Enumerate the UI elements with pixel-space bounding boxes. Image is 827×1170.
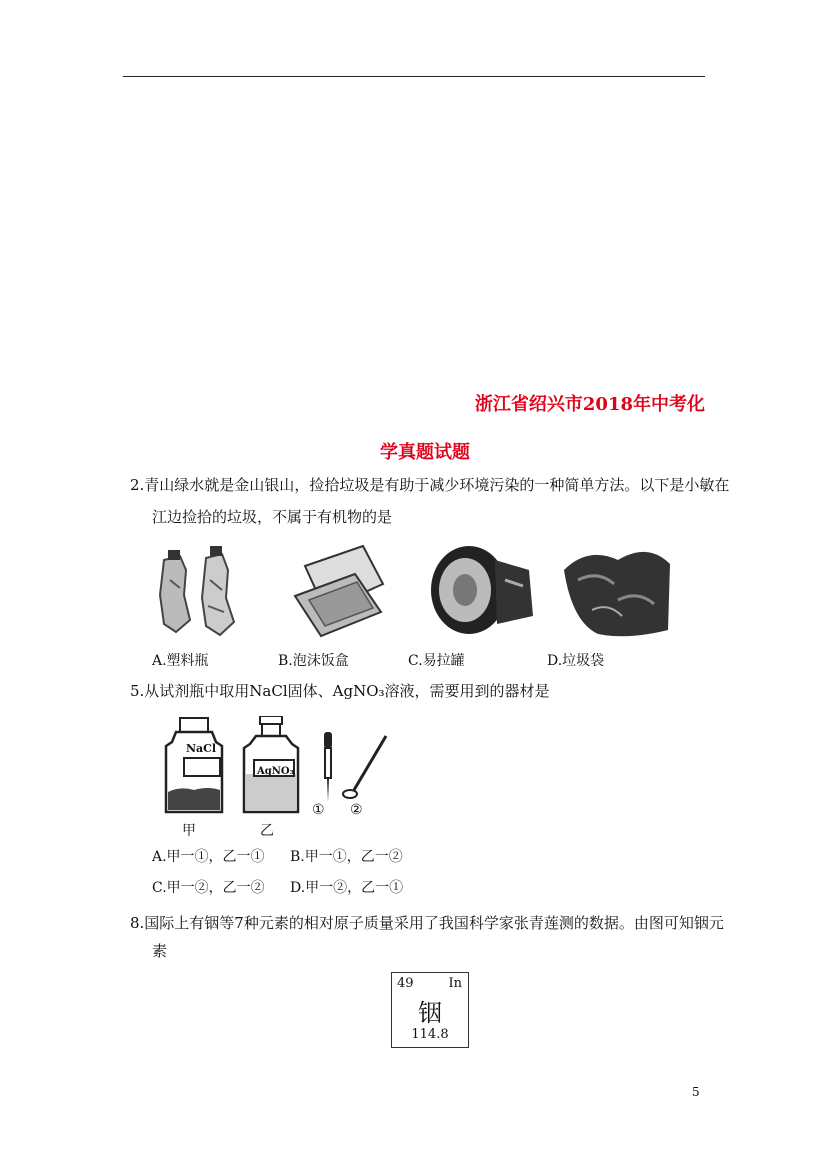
q2-option-d: D.垃圾袋 bbox=[547, 653, 605, 669]
bottle-yi-caption: 乙 bbox=[260, 823, 274, 839]
page-title: 浙江省绍兴市2018年中考化 bbox=[474, 394, 705, 415]
q2-option-c: C.易拉罐 bbox=[408, 653, 465, 669]
plastic-bottles-image bbox=[150, 540, 268, 640]
foam-box-image bbox=[285, 540, 403, 640]
q5-option-a: A.甲一①，乙一① bbox=[152, 849, 265, 865]
q5-stem: 5.从试剂瓶中取用NaCl固体、AgNO₃溶液，需要用到的器材是 bbox=[130, 682, 550, 700]
nacl-label: NaCl bbox=[186, 742, 217, 755]
atomic-number: 49 bbox=[397, 976, 414, 991]
q2-option-a: A.塑料瓶 bbox=[152, 653, 209, 669]
bottle-jia-caption: 甲 bbox=[182, 823, 196, 839]
q5-option-d: D.甲一②，乙一① bbox=[290, 880, 404, 896]
q5-option-b: B.甲一①，乙一② bbox=[290, 849, 403, 865]
element-name: 铟 bbox=[418, 999, 442, 1027]
q2-stem: 2.青山绿水就是金山银山，捡拾垃圾是有助于减少环境污染的一种简单方法。以下是小敏在 bbox=[130, 476, 730, 494]
page-title-cont: 学真题试题 bbox=[380, 442, 470, 463]
header-rule bbox=[123, 76, 705, 77]
q8-stem-cont: 素 bbox=[152, 942, 168, 960]
nacl-bottle-image bbox=[160, 716, 228, 816]
garbage-bag-image bbox=[558, 540, 676, 640]
element-card bbox=[391, 972, 469, 1048]
q2-stem-cont: 江边捡拾的垃圾，不属于有机物的是 bbox=[152, 508, 393, 526]
element-symbol: In bbox=[448, 976, 462, 991]
q5-option-c: C.甲一②，乙一② bbox=[152, 880, 265, 896]
dropper-number: ① bbox=[312, 802, 325, 818]
page-number: 5 bbox=[692, 1085, 700, 1099]
q8-stem: 8.国际上有铟等7种元素的相对原子质量采用了我国科学家张青莲测的数据。由图可知铟元 bbox=[130, 914, 724, 932]
atomic-mass: 114.8 bbox=[411, 1027, 449, 1042]
can-image bbox=[425, 540, 543, 640]
dropper-image bbox=[312, 732, 342, 804]
medicine-spoon-image bbox=[340, 734, 392, 800]
agno3-label: AgNO₃ bbox=[257, 766, 294, 777]
spoon-number: ② bbox=[350, 802, 363, 818]
q2-option-b: B.泡沫饭盒 bbox=[278, 653, 349, 669]
